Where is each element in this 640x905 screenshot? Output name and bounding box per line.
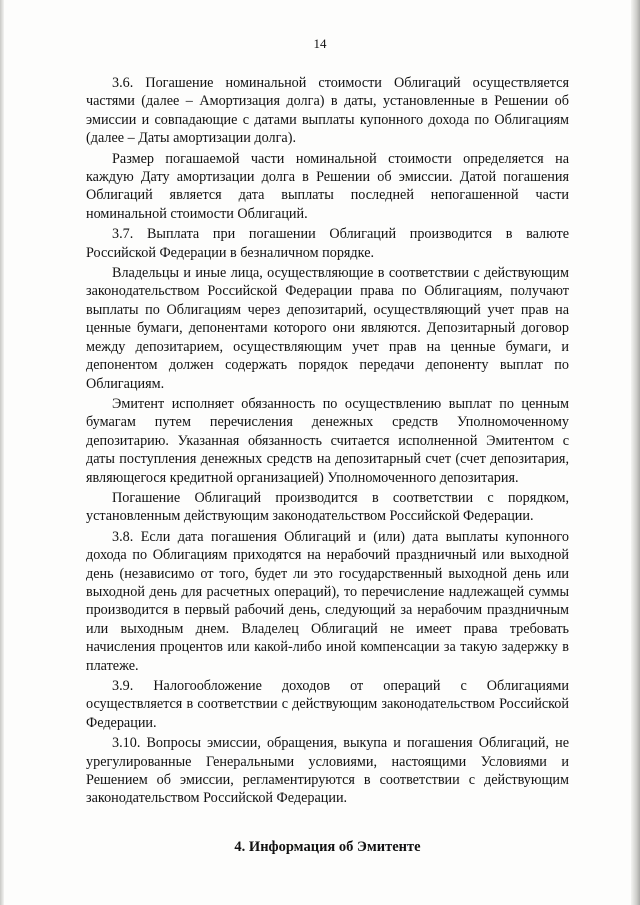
section-heading: 4. Информация об Эмитенте bbox=[234, 838, 421, 855]
scan-edge-left bbox=[0, 0, 4, 905]
paragraph-issuer-obligation: Эмитент исполняет обязанность по осуществлению выплат по ценным бумагам путем перечисления денежных средств Уполномоченному депозитарию. Указанная обязанность считается исполненной Эмитентом с даты поступления денежных средств на депозитарный счет (счет депозитария, являющегося кредитной организацией) Уполномоченного депозитария. bbox=[86, 395, 569, 486]
paragraph-3-9: 3.9. Налогообложение доходов от операций с Облигациями осуществляется в соответствии с действующим законодательством Российской Федерации. bbox=[86, 678, 569, 731]
page-number: 14 bbox=[313, 36, 327, 51]
paragraph-3-6: 3.6. Погашение номинальной стоимости Облигаций осуществляется частями (далее – Амортизация долга) в даты, установленные в Решении об эмиссии и совпадающие с датами выплаты купонного дохода по Облигациям (далее – Даты амортизации долга). bbox=[86, 75, 569, 147]
paragraph-redemption-procedure: Погашение Облигаций производится в соответствии с порядком, установленным действующим законодательством Российской Федерации. bbox=[86, 489, 569, 525]
paragraph-3-10: 3.10. Вопросы эмиссии, обращения, выкупа и погашения Облигаций, не урегулированные Генеральными условиями, настоящими Условиями и Решением об эмиссии, регламентируются в соответствии с действующим законодательством Российской Федерации. bbox=[86, 735, 569, 807]
paragraph-owners-payments: Владельцы и иные лица, осуществляющие в соответствии с действующим законодательством Российской Федерации права по Облигациям, получают выплаты по Облигациям через депозитарий, осуществляющий учет прав на ценные бумаги, депонентами которого они являются. Депозитарный договор между депозитарием, осуществляющим учет прав на ценные бумаги, и депонентом должен содержать порядок передачи депоненту выплат по Облигациям. bbox=[86, 265, 569, 392]
document-body bbox=[86, 74, 569, 856]
scan-edge-right bbox=[631, 0, 640, 905]
paragraph-3-8: 3.8. Если дата погашения Облигаций и (или) дата выплаты купонного дохода по Облигациям приходятся на нерабочий праздничный или выходной день (независимо от того, будет ли это государственный выходной день или выходной день для расчетных операций), то перечисление надлежащей суммы производится в первый рабочий день, следующий за нерабочим праздничным или выходным днем. Владелец Облигаций не имеет права требовать начисления процентов или какой-либо иной компенсации за такую задержку в платеже. bbox=[86, 528, 569, 674]
paragraph-amortization-size: Размер погашаемой части номинальной стоимости определяется на каждую Дату амортизации долга в Решении об эмиссии. Датой погашения Облигаций является дата выплаты последней непогашенной части номинальной стоимости Облигаций. bbox=[86, 150, 569, 222]
paragraph-3-7: 3.7. Выплата при погашении Облигаций производится в валюте Российской Федерации в безналичном порядке. bbox=[86, 226, 569, 261]
